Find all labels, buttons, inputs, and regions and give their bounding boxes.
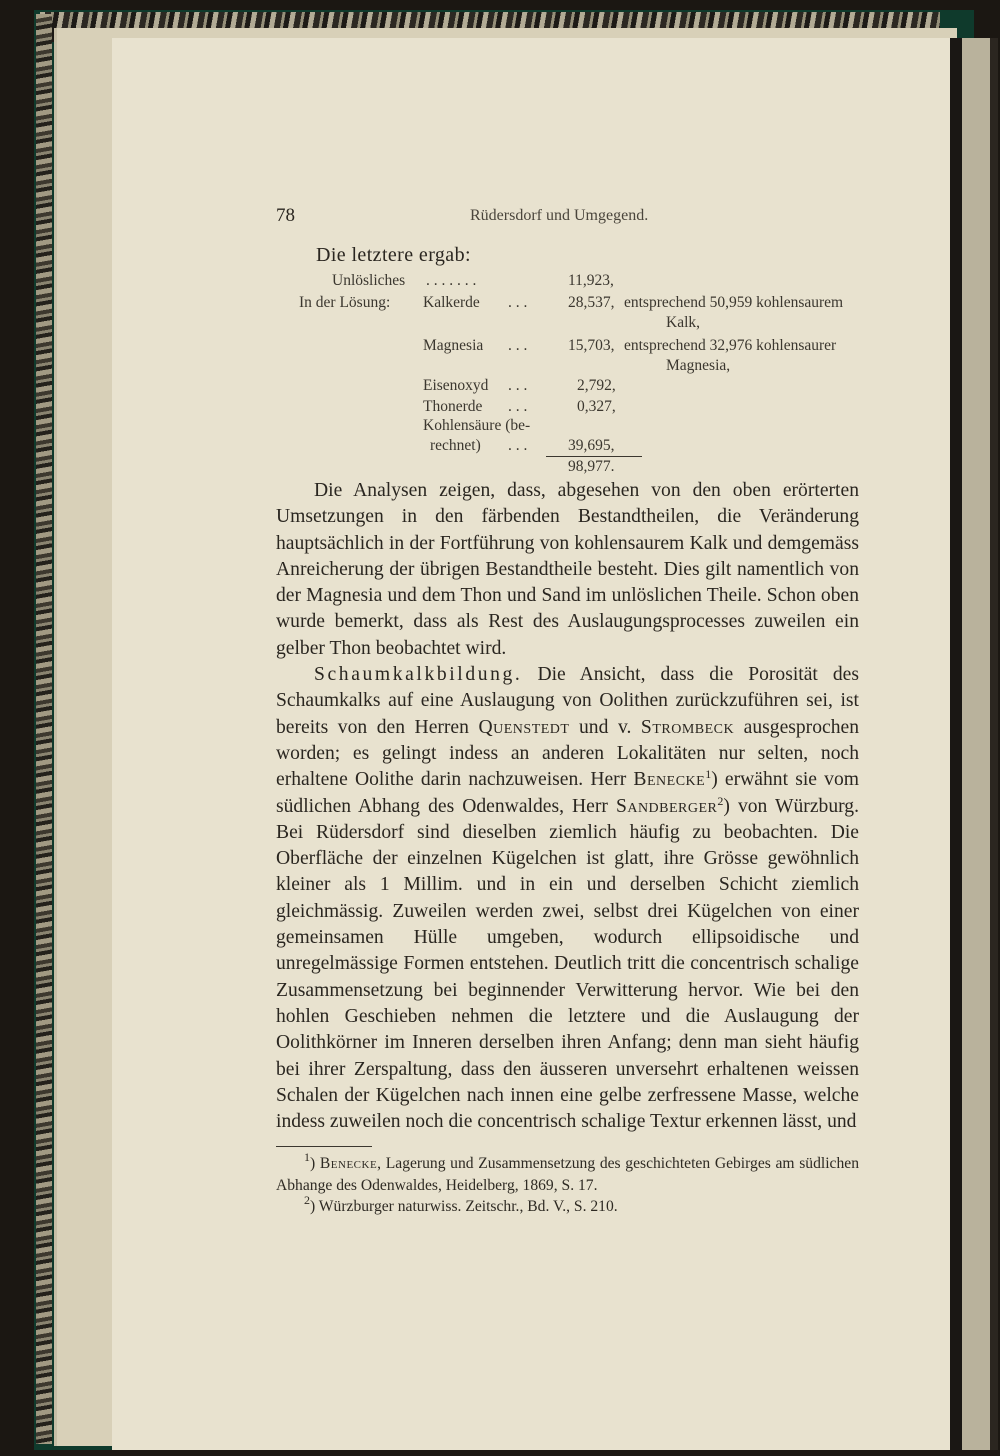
analysis-label-unloesliches: Unlösliches [332, 272, 406, 289]
footnote-text: ) Würzburger naturwiss. Zeitschr., Bd. V., S. 210. [310, 1198, 618, 1215]
analysis-intro: Die letztere ergab: [316, 244, 471, 266]
analysis-dots: . . . [508, 377, 528, 394]
analysis-note: entsprechend 50,959 kohlensaurem [624, 294, 844, 311]
text-run: ) von Würzburg. Bei Rüdersdorf sind dieselben ziemlich häufig zu beobachten. Die Oberfläche der einzelnen Kügelchen ist glatt, ihre Grösse gewöhnlich kleiner als 1 Millim. und in ein und derselben Schicht ziemlich gleichmässig. Zuweilen werden zwei, selbst drei Kügelchen von einer gemeinsamen Hülle umgeben, wodurch ellipsoidische und unregelmässige Formen entstehen. Deutlich tritt die concentrisch schalige Zusammensetzung bei beginnender Verwitterung hervor. Wie bei den hohlen Geschieben nehmen die letztere und die Auslaugung der Oolithkörner im Inneren derselben ihren Anfang; denn man sieht häufig bei ihrer Zerspaltung, dass den äusseren unversehrt erhaltenen weissen Schalen der Kügelchen nach innen eine gelbe zerfressene Masse, welche indess zuweilen noch die concentrisch schalige Textur erkennen lässt, und [276, 795, 859, 1133]
analysis-label-magnesia: Magnesia [423, 337, 484, 354]
page-number: 78 [276, 205, 295, 226]
analysis-label-thonerde: Thonerde [423, 398, 483, 415]
analysis-label-eisenoxyd: Eisenoxyd [423, 377, 489, 394]
footnote-ref[interactable]: 1 [705, 767, 712, 782]
analysis-total: 98,977. [568, 458, 615, 475]
footnote-text: , Lagerung und Zusammensetzung des geschichteten Gebirges am südlichen Abhange des Odenwaldes, Heidelberg, 1869, S. 17. [276, 1155, 859, 1194]
text-run: ausgesprochen worden; es gelingt indess an anderen Lokalitäten nur selten, noch erhaltene Oolithe darin nachzuweisen. Herr [276, 716, 859, 791]
analysis-label-kohlensaeure: Kohlensäure (be- [423, 417, 531, 434]
analysis-value: 2,792, [577, 377, 616, 394]
analysis-value: 0,327, [577, 398, 616, 415]
analysis-value: 11,923, [568, 272, 614, 289]
footnote [276, 1193, 859, 1218]
footnote-mark: 2 [304, 1193, 310, 1207]
analysis-dots: . . . [508, 294, 528, 311]
section-heading: Schaumkalkbildung. [314, 664, 523, 686]
analysis-value: 15,703, [568, 337, 615, 354]
analysis-note: entsprechend 32,976 kohlensaurer [624, 337, 837, 354]
footnote-rule [276, 1146, 372, 1147]
analysis-value: 39,695, [568, 437, 615, 454]
author-name: Strombeck [640, 716, 735, 738]
author-name: Benecke [633, 769, 706, 791]
running-header [276, 205, 862, 229]
analysis-dots: . . . . . . . [426, 272, 477, 289]
analysis-dots: . . . [508, 437, 528, 454]
paragraph [276, 662, 859, 1135]
running-title: Rüdersdorf und Umgegend. [470, 207, 649, 224]
text-run: ) erwähnt sie vom südlichen Abhang des Odenwaldes, Herr [276, 769, 859, 817]
analysis-label-kohlensaeure-cont: rechnet) [430, 437, 481, 454]
footnote-ref[interactable]: 2 [717, 793, 724, 808]
author-name: Quenstedt [478, 716, 570, 738]
sum-rule [546, 456, 642, 457]
footnote-mark: 1 [304, 1150, 310, 1164]
footnote: $^1$) Benecke, Lagerung und Zusammensetzung des geschichteten Gebirges am südlichen Abhange des Odenwaldes, Heidelberg, 1869, S. 17. [276, 1150, 859, 1194]
spine-binding [36, 14, 52, 1444]
analysis-note-cont: Kalk, [666, 314, 701, 331]
analysis-value: 28,537, [568, 294, 615, 311]
analysis-note-cont: Magnesia, [666, 357, 731, 374]
author-name: Sandberger [615, 795, 718, 817]
author-name: Benecke [319, 1155, 378, 1172]
analysis-label-in-der-loesung: In der Lösung: [299, 294, 391, 311]
text-run: Die Ansicht, dass die Porosität des Schaumkalks auf eine Auslaugung von Oolithen zurückzuführen sei, ist bereits von den Herren [276, 664, 859, 738]
analysis-label-kalkerde: Kalkerde [423, 294, 480, 311]
text-run: und v. [569, 716, 641, 738]
facing-page-edge [950, 38, 998, 1450]
body-text [276, 478, 859, 1135]
analysis-dots: . . . [508, 398, 528, 415]
footnotes [276, 1150, 859, 1218]
paragraph: Die Analysen zeigen, dass, abgesehen von den oben erörterten Umsetzungen in den färbenden Bestandtheilen, die Veränderung hauptsächlich in der Fortführung von kohlensaurem Kalk und demgemäss Anreicherung der übrigen Bestandtheile besteht. Dies gilt namentlich von der Magnesia und dem Thon und Sand im unlöslichen Theile. Schon oben wurde bemerkt, dass als Rest des Auslaugungsprocesses zuweilen ein gelber Thon beobachtet wird. [276, 480, 859, 659]
analysis-dots: . . . [508, 337, 528, 354]
